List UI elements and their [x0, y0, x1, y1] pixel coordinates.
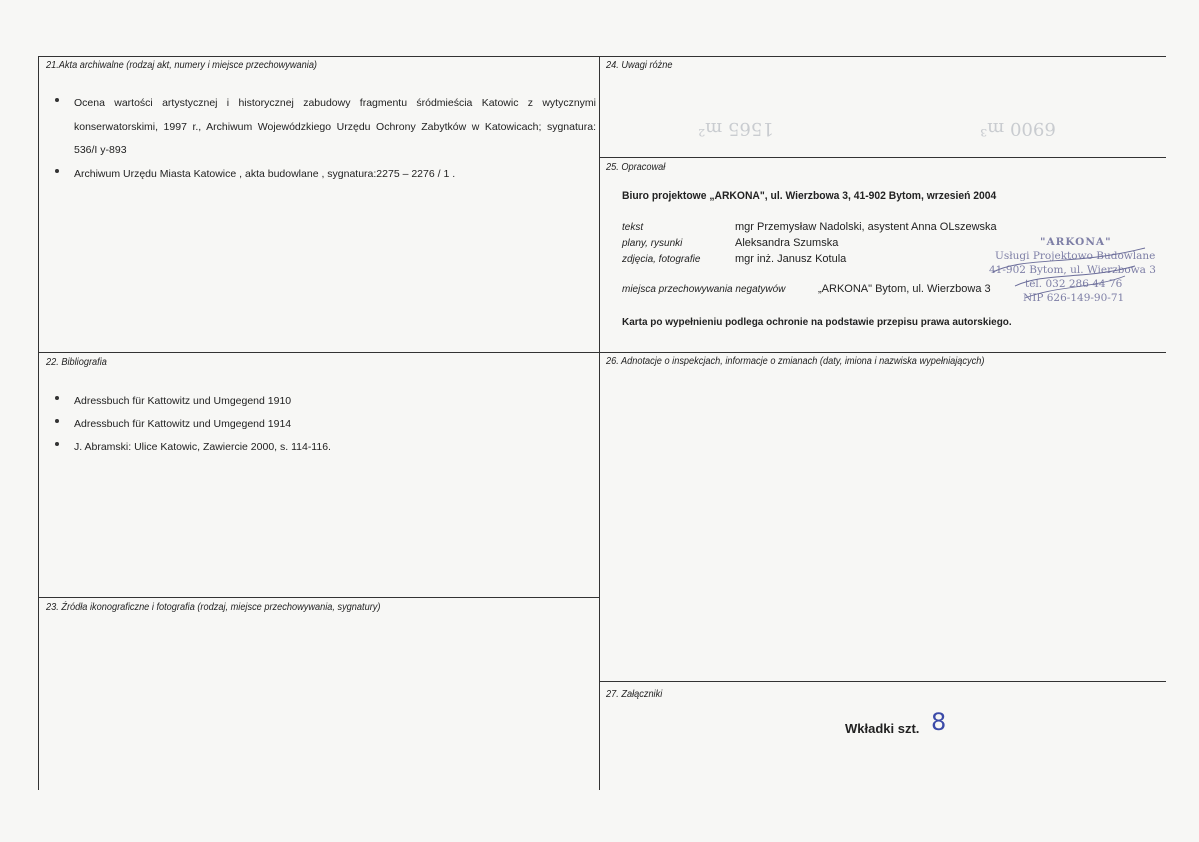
- copyright-notice: Karta po wypełnieniu podlega ochronie na podstawie przepisu prawa autorskiego.: [622, 316, 1012, 328]
- bibliography-item: Adressbuch für Kattowitz und Umgegend 1914: [52, 413, 592, 436]
- bibliography-item: J. Abramski: Ulice Katowic, Zawiercie 2000, s. 114-116.: [52, 436, 592, 459]
- grid-line-25: [599, 157, 1166, 158]
- archive-item: Ocena wartości artystycznej i historycznej zabudowy fragmentu śródmieścia Katowic z wytycznymi konserwatorskimi, 1997 r., Archiwum Wojewódzkiego Urzędu Ochrony Zabytków w Katowicach; sygnatura: 536/I y-893: [52, 92, 596, 163]
- grid-line-27: [599, 681, 1166, 682]
- grid-top-line: [38, 56, 1166, 57]
- stamp-line-phone: tel. 032 286 44 76: [1025, 278, 1123, 290]
- credit-label-plans: plany, rysunki: [622, 238, 683, 249]
- grid-line-23: [38, 597, 599, 598]
- credit-label-photos: zdjęcia, fotografie: [622, 254, 701, 265]
- section-27-title: 27. Załączniki: [606, 689, 663, 700]
- negatives-value: „ARKONA" Bytom, ul. Wierzbowa 3: [818, 283, 991, 295]
- company-stamp: [985, 236, 1165, 316]
- stamp-line-nip: NIP 626-149-90-71: [1023, 292, 1125, 304]
- bleed-through-text-2: 1565 m²: [698, 118, 774, 139]
- signature-scribble-icon: [985, 236, 1165, 316]
- credit-value-plans: Aleksandra Szumska: [735, 237, 839, 249]
- section-22-title: 22. Bibliografia: [46, 357, 107, 368]
- section-24-title: 24. Uwagi różne: [606, 60, 673, 71]
- section-26-title: 26. Adnotacje o inspekcjach, informacje o zmianach (daty, imiona i nazwiska wypełniających): [606, 356, 985, 367]
- bleed-through-text-1: 6900 m³: [980, 118, 1056, 139]
- grid-left-border: [38, 56, 39, 790]
- stamp-line-address: 41-902 Bytom, ul. Wierzbowa 3: [989, 264, 1156, 276]
- negatives-label: miejsca przechowywania negatywów: [622, 284, 786, 295]
- inserts-label: Wkładki szt.: [845, 721, 920, 736]
- stamp-line-name: "ARKONA": [1040, 236, 1112, 248]
- office-line: Biuro projektowe „ARKONA", ul. Wierzbowa 3, 41-902 Bytom, wrzesień 2004: [622, 190, 997, 202]
- section-23-title: 23. Źródła ikonograficzne i fotografia (rodzaj, miejsce przechowywania, sygnatury): [46, 602, 381, 613]
- bibliography-item: Adressbuch für Kattowitz und Umgegend 1910: [52, 390, 592, 413]
- grid-center-divider: [599, 56, 600, 790]
- inserts-count-handwritten: 8: [931, 708, 947, 736]
- credit-value-text: mgr Przemysław Nadolski, asystent Anna OLszewska: [735, 221, 997, 233]
- section-22-list: [52, 390, 592, 459]
- section-21-title: 21.Akta archiwalne (rodzaj akt, numery i miejsce przechowywania): [46, 60, 318, 71]
- stamp-line-services: Usługi Projektowo Budowlane: [995, 250, 1156, 262]
- credit-label-text: tekst: [622, 222, 644, 233]
- grid-line-22-26: [38, 352, 1166, 353]
- credit-value-photos: mgr inż. Janusz Kotula: [735, 253, 847, 265]
- section-25-title: 25. Opracował: [606, 162, 666, 173]
- section-21-list: [52, 92, 596, 186]
- archive-item: Archiwum Urzędu Miasta Katowice , akta budowlane , sygnatura:2275 – 2276 / 1 .: [52, 163, 596, 187]
